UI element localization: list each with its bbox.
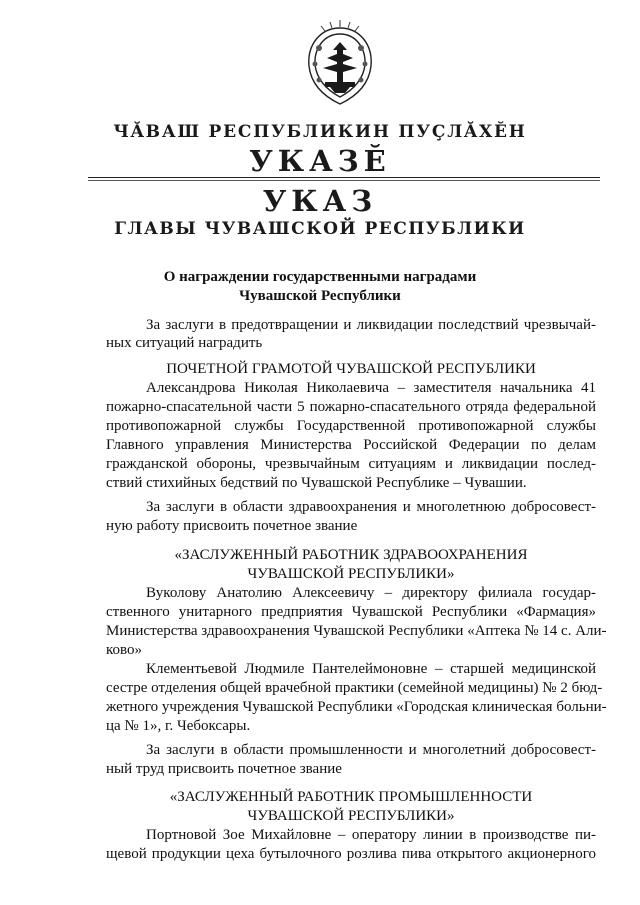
award-heading: ПОЧЕТНОЙ ГРАМОТОЙ ЧУВАШСКОЙ РЕСПУБЛИКИ: [166, 361, 536, 377]
body-line: Александрова Николая Николаевича – заместителя начальника 41: [146, 380, 596, 396]
body-line: гражданской обороны, чрезвычайным ситуациям и ликвидации послед-: [106, 456, 596, 472]
body-line: Главного управления Министерства Российской Федерации по делам: [106, 437, 596, 453]
body-line: ково»: [106, 642, 143, 658]
award-heading: ЧУВАШСКОЙ РЕСПУБЛИКИ»: [247, 566, 455, 582]
body-line: ную работу присвоить почетное звание: [106, 518, 358, 534]
body-line: ный труд присвоить почетное звание: [106, 761, 342, 777]
body-line: За заслуги в предотвращении и ликвидации последствий чрезвычай-: [146, 317, 596, 333]
body-line: ствий стихийных бедствий по Чувашской Республике – Чувашии.: [106, 475, 527, 491]
body-line: Портновой Зое Михайловне – оператору линии в производстве пи-: [146, 827, 596, 843]
body-line: За заслуги в области промышленности и многолетний добросовест-: [146, 742, 596, 758]
body-line: щевой продукции цеха бутылочного розлива пива открытого акционерного: [106, 846, 596, 862]
body-line: Клементьевой Людмиле Пантелеймоновне – старшей медицинской: [146, 661, 596, 677]
award-heading: «ЗАСЛУЖЕННЫЙ РАБОТНИК ЗДРАВООХРАНЕНИЯ: [174, 547, 528, 563]
body-line: За заслуги в области здравоохранения и многолетнюю добросовест-: [146, 499, 596, 515]
chuvash-emblem: [297, 18, 383, 110]
chuvash-title: УКАЗĔ: [249, 144, 391, 178]
award-heading: ЧУВАШСКОЙ РЕСПУБЛИКИ»: [247, 808, 455, 824]
body-line: ственного унитарного предприятия Чувашской Республики «Фармация»: [106, 604, 596, 620]
decree-title-line: О награждении государственными наградами: [163, 269, 477, 285]
chuvash-header-line: ЧĂВАШ РЕСПУБЛИКИН ПУÇЛĂХĔН: [113, 122, 527, 142]
body-line: Вуколову Анатолию Алексеевичу – директору филиала государ-: [146, 585, 596, 601]
body-line: сестре отделения общей врачебной практики (семейной медицины) № 2 бюд-: [106, 680, 603, 696]
body-line: ца № 1», г. Чебоксары.: [106, 718, 251, 734]
russian-subtitle: ГЛАВЫ ЧУВАШСКОЙ РЕСПУБЛИКИ: [114, 219, 526, 239]
body-line: противопожарной службы Государственной противопожарной службы: [106, 418, 596, 434]
body-line: пожарно-спасательной части 5 пожарно-спасательного отряда федеральной: [106, 399, 596, 415]
award-heading: «ЗАСЛУЖЕННЫЙ РАБОТНИК ПРОМЫШЛЕННОСТИ: [169, 789, 533, 805]
header-divider-bottom: [88, 180, 600, 181]
decree-title-line: Чувашской Республики: [239, 288, 401, 304]
body-line: Министерства здравоохранения Чувашской Республики «Аптека № 14 с. Али-: [106, 623, 607, 639]
decree-title: [0, 268, 640, 306]
body-line: ных ситуаций наградить: [106, 335, 263, 351]
russian-title: УКАЗ: [262, 184, 378, 218]
header-divider-top: [88, 177, 600, 178]
body-line: жетного учреждения Чувашской Республики «Городская клиническая больни-: [106, 699, 607, 715]
